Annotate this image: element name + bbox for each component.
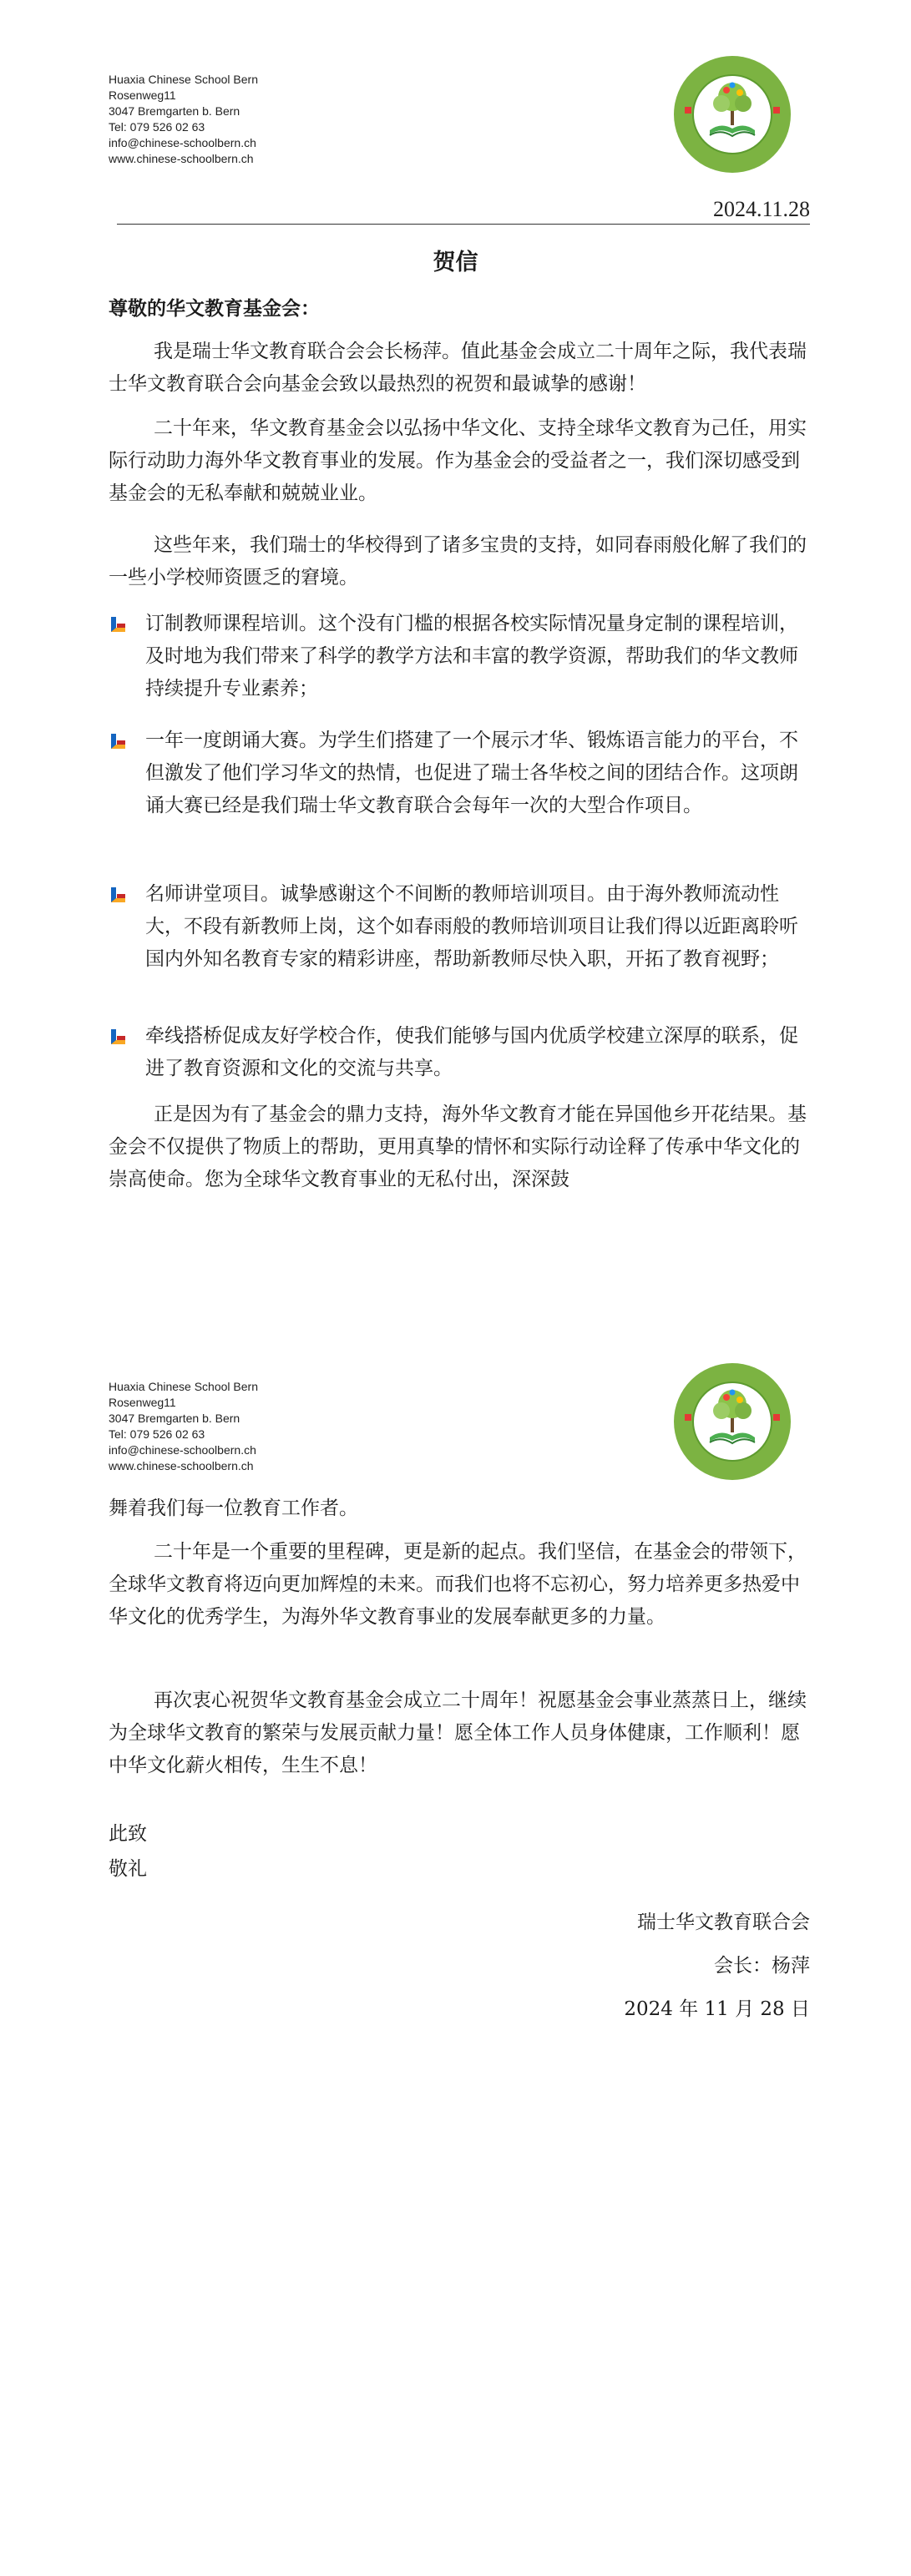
salutation: 尊敬的华文教育基金会： bbox=[109, 297, 320, 320]
paragraph-4-continued: 舞着我们每一位教育工作者。 bbox=[109, 1498, 358, 1519]
address-line: info@chinese-schoolbern.ch bbox=[109, 1443, 256, 1457]
address-line: Rosenweg11 bbox=[109, 88, 176, 102]
school-address bbox=[109, 1379, 258, 1474]
header-divider bbox=[117, 224, 810, 225]
address-line: Tel: 079 526 02 63 bbox=[109, 120, 205, 134]
signature-date: 2024 年 11 月 28 日 bbox=[624, 1998, 810, 2020]
signature-person: 会长：杨萍 bbox=[714, 1955, 810, 1977]
signature-organization: 瑞士华文教育联合会 bbox=[637, 1912, 810, 1933]
school-logo bbox=[673, 1362, 792, 1481]
letter-title: 贺信 bbox=[433, 250, 478, 275]
closing-line-2: 敬礼 bbox=[109, 1858, 147, 1880]
bullet-item bbox=[109, 1020, 810, 1085]
bullet-text: 订制教师课程培训。这个没有门槛的根据各校实际情况量身定制的课程培训，及时地为我们带来了科学的教学方法和丰富的教学资源，帮助我们的华文教师持续提升专业素养； bbox=[145, 613, 798, 700]
address-line: Huaxia Chinese School Bern bbox=[109, 73, 258, 86]
closing-line-1: 此致 bbox=[109, 1823, 147, 1845]
address-line: 3047 Bremgarten b. Bern bbox=[109, 1412, 240, 1425]
paragraph-5: 二十年是一个重要的里程碑，更是新的起点。我们坚信，在基金会的带领下，全球华文教育将迈向更加辉煌的未来。而我们也将不忘初心，努力培养更多热爱中华文化的优秀学生，为海外华文教育事业的发展奉献更多的力量。 bbox=[109, 1541, 807, 1628]
address-line: www.chinese-schoolbern.ch bbox=[109, 152, 254, 165]
bullet-item bbox=[109, 725, 810, 822]
school-address bbox=[109, 72, 258, 167]
bullet-text: 一年一度朗诵大赛。为学生们搭建了一个展示才华、锻炼语言能力的平台，不但激发了他们学习华文的热情，也促进了瑞士各华校之间的团结合作。这项朗诵大赛已经是我们瑞士华文教育联合会每年一次的大型合作项目。 bbox=[145, 730, 798, 816]
page-2 bbox=[0, 1327, 911, 2576]
address-line: Tel: 079 526 02 63 bbox=[109, 1427, 205, 1441]
school-logo bbox=[673, 55, 792, 174]
address-line: Rosenweg11 bbox=[109, 1396, 176, 1409]
bullet-item bbox=[109, 878, 810, 976]
address-line: www.chinese-schoolbern.ch bbox=[109, 1459, 254, 1472]
bullet-icon bbox=[109, 886, 127, 904]
paragraph-6: 再次衷心祝贺华文教育基金会成立二十周年！祝愿基金会事业蒸蒸日上，继续为全球华文教育的繁荣与发展贡献力量！愿全体工作人员身体健康，工作顺利！愿中华文化薪火相传，生生不息！ bbox=[109, 1690, 807, 1776]
bullet-text: 名师讲堂项目。诚挚感谢这个不间断的教师培训项目。由于海外教师流动性大，不段有新教师上岗，这个如春雨般的教师培训项目让我们得以近距离聆听国内外知名教育专家的精彩讲座，帮助新教师尽快入职，开拓了教育视野； bbox=[145, 883, 798, 970]
header-date: 2024.11.28 bbox=[712, 197, 810, 221]
address-line: info@chinese-schoolbern.ch bbox=[109, 136, 256, 149]
bullet-icon bbox=[109, 732, 127, 750]
bullet-text: 牵线搭桥促成友好学校合作，使我们能够与国内优质学校建立深厚的联系，促进了教育资源和文化的交流与共享。 bbox=[145, 1025, 798, 1079]
bullet-icon bbox=[109, 1028, 127, 1046]
address-line: Huaxia Chinese School Bern bbox=[109, 1380, 258, 1393]
paragraph-2: 二十年来，华文教育基金会以弘扬中华文化、支持全球华文教育为己任，用实际行动助力海外华文教育事业的发展。作为基金会的受益者之一，我们深切感受到基金会的无私奉献和兢兢业业。 bbox=[109, 417, 807, 504]
paragraph-4: 正是因为有了基金会的鼎力支持，海外华文教育才能在异国他乡开花结果。基金会不仅提供了物质上的帮助，更用真挚的情怀和实际行动诠释了传承中华文化的崇高使命。您为全球华文教育事业的无私付出，深深鼓 bbox=[109, 1104, 807, 1190]
bullet-icon bbox=[109, 615, 127, 634]
paragraph-3: 这些年来，我们瑞士的华校得到了诸多宝贵的支持，如同春雨般化解了我们的一些小学校师资匮乏的窘境。 bbox=[109, 534, 807, 588]
address-line: 3047 Bremgarten b. Bern bbox=[109, 104, 240, 118]
paragraph-1: 我是瑞士华文教育联合会会长杨萍。值此基金会成立二十周年之际，我代表瑞士华文教育联合会向基金会致以最热烈的祝贺和最诚挚的感谢！ bbox=[109, 341, 807, 395]
bullet-item bbox=[109, 608, 810, 705]
